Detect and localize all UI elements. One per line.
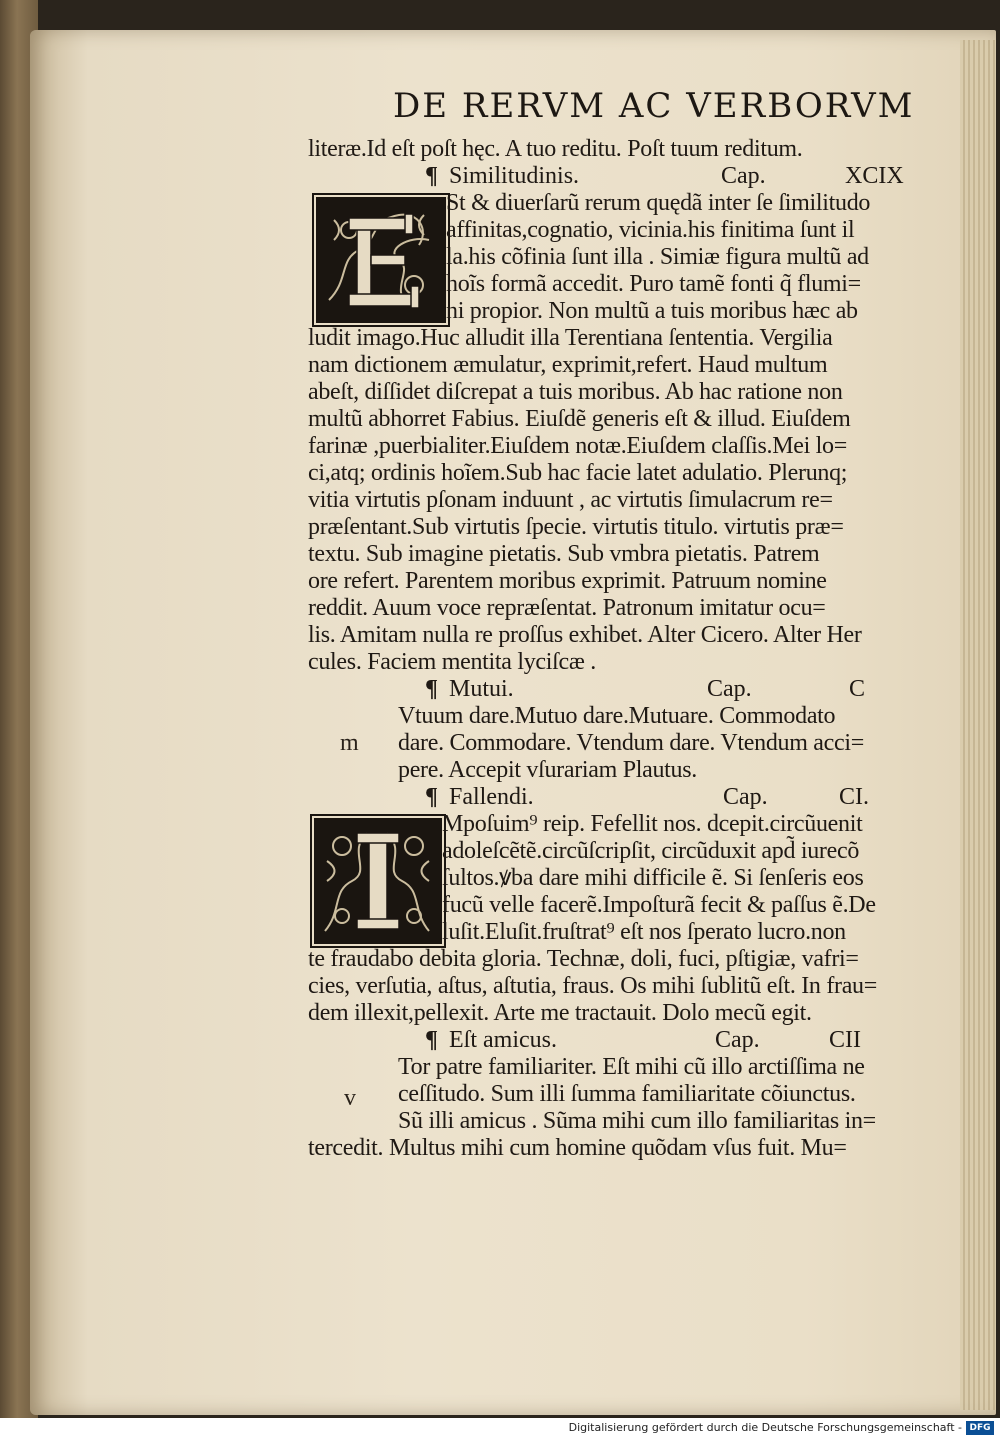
decorated-initial-i: [314, 818, 442, 944]
text-line: hoĩs formã accedit. Puro tamẽ fonti q̃ flumi=: [446, 271, 861, 297]
chapter-heading: [425, 1027, 915, 1054]
chapter-cap-label: Cap.: [721, 163, 766, 189]
pilcrow-mark: ¶: [425, 784, 438, 810]
text-line: dem illexit,pellexit. Arte me tractauit. Dolo mecũ egit.: [308, 1000, 812, 1026]
text-line: Tor patre familiariter. Eſt mihi cũ illo arctiſſima ne: [398, 1054, 865, 1080]
guide-letter: m: [340, 730, 359, 756]
text-line: reddit. Auum voce repræſentat. Patronum imitatur ocu=: [308, 595, 826, 621]
text-line: abeſt, diſſidet diſcrepat a tuis moribus. Ab hac ratione non: [308, 379, 843, 405]
text-line: textu. Sub imagine pietatis. Sub vmbra pietatis. Patrem: [308, 541, 820, 567]
text-line: lis. Amitam nulla re proſſus exhibet. Alter Cicero. Alter Her: [308, 622, 862, 648]
page-edges: [960, 40, 996, 1410]
text-line: Sũ illi amicus . Sũma mihi cum illo familiaritas in=: [398, 1108, 876, 1134]
text-line: vitia virtutis pſonam induunt , ac virtutis ſimulacrum re=: [308, 487, 833, 513]
chapter-heading: [425, 676, 915, 703]
chapter-cap-label: Cap.: [707, 676, 752, 702]
text-line: dare. Commodare. Vtendum dare. Vtendum acci=: [398, 730, 864, 756]
chapter-number: C: [849, 676, 866, 702]
text-line: ni propior. Non multũ a tuis moribus hæc ab: [446, 298, 858, 324]
continuation-line: literæ.Id eſt poſt hęc. A tuo reditu. Poſt tuum reditum.: [308, 136, 803, 162]
chapter-number: XCIX: [845, 163, 904, 189]
ornament-e-icon: [319, 200, 443, 320]
dfg-logo: DFG: [966, 1421, 994, 1435]
text-line: tercedit. Multus mihi cum homine quõdam vſus fuit. Mu=: [308, 1135, 847, 1161]
pilcrow-mark: ¶: [425, 676, 438, 702]
chapter-cap-label: Cap.: [723, 784, 768, 810]
text-line: ci,atq; ordinis hoĩem.Sub hac facie latet adulatio. Plerunq;: [308, 460, 848, 486]
chapter-heading: [425, 163, 915, 190]
text-line: nam dictionem æmulatur, exprimit,refert. Haud multum: [308, 352, 828, 378]
text-line: adoleſcẽtẽ.circũſcripſit, circũduxit apd̃ iurecõ: [442, 838, 860, 864]
chapter-title: Eſt amicus.: [449, 1027, 557, 1053]
text-line: præſentant.Sub virtutis ſpecie. virtutis titulo. virtutis præ=: [308, 514, 844, 540]
chapter-heading: [425, 784, 915, 811]
text-line: St & diuerſarũ rerum quędã inter ſe ſimilitudo: [446, 190, 871, 216]
ornament-i-icon: [317, 821, 439, 941]
text-line: pere. Accepit vſurariam Plautus.: [398, 757, 697, 783]
text-line: la.his cõfinia ſunt illa . Simiæ figura multũ ad: [446, 244, 869, 270]
text-line: multũ abhorret Fabius. Eiuſdẽ generis eſt & illud. Eiuſdem: [308, 406, 851, 432]
guide-letter: v: [344, 1085, 356, 1111]
chapter-title: Fallendi.: [449, 784, 534, 810]
text-line: te fraudabo debita gloria. Technæ, doli, fuci, pſtigiæ, vafri=: [308, 946, 859, 972]
footer-bar: [0, 1418, 1000, 1439]
pilcrow-mark: ¶: [425, 1027, 438, 1053]
text-line: ludit imago.Huc alludit illa Terentiana ſententia. Vergilia: [308, 325, 833, 351]
text-line: ore refert. Parentem moribus exprimit. Patruum nomine: [308, 568, 827, 594]
text-line: luſit.Eluſit.fruſtrat⁹ eſt nos ſperato lucro.non: [442, 919, 846, 945]
chapter-number: CI.: [839, 784, 869, 810]
decorated-initial-e: [316, 197, 446, 323]
text-line: cies, verſutia, aſtus, aſtutia, fraus. Os mihi ſublitũ eſt. In frau=: [308, 973, 877, 999]
text-line: farinæ ,puerbialiter.Eiuſdem notæ.Eiuſdem claſſis.Mei lo=: [308, 433, 847, 459]
text-line: fucũ velle facerẽ.Impoſturã fecit & paſſus ẽ.De: [442, 892, 876, 918]
text-line: Mpoſuim⁹ reip. Fefellit nos. dcepit.circũuenit: [442, 811, 863, 837]
running-header: DE RERVM AC VERBORVM: [393, 86, 915, 126]
text-line: cules. Faciem mentita lyciſcæ .: [308, 649, 596, 675]
pilcrow-mark: ¶: [425, 163, 438, 189]
chapter-title: Mutui.: [449, 676, 514, 702]
chapter-title: Similitudinis.: [449, 163, 580, 189]
chapter-number: CII: [829, 1027, 861, 1053]
text-line: ſultos.ꝟba dare mihi difficile ẽ. Si ſenſeris eos: [442, 865, 864, 891]
footer-credit: Digitalisierung gefördert durch die Deutsche Forschungsgemeinschaft -: [568, 1421, 962, 1434]
text-line: ceſſitudo. Sum illi ſumma familiaritate cõiunctus.: [398, 1081, 856, 1107]
chapter-cap-label: Cap.: [715, 1027, 760, 1053]
text-line: Vtuum dare.Mutuo dare.Mutuare. Commodato: [398, 703, 836, 729]
text-line: affinitas,cognatio, vicinia.his finitima ſunt il: [446, 217, 855, 243]
